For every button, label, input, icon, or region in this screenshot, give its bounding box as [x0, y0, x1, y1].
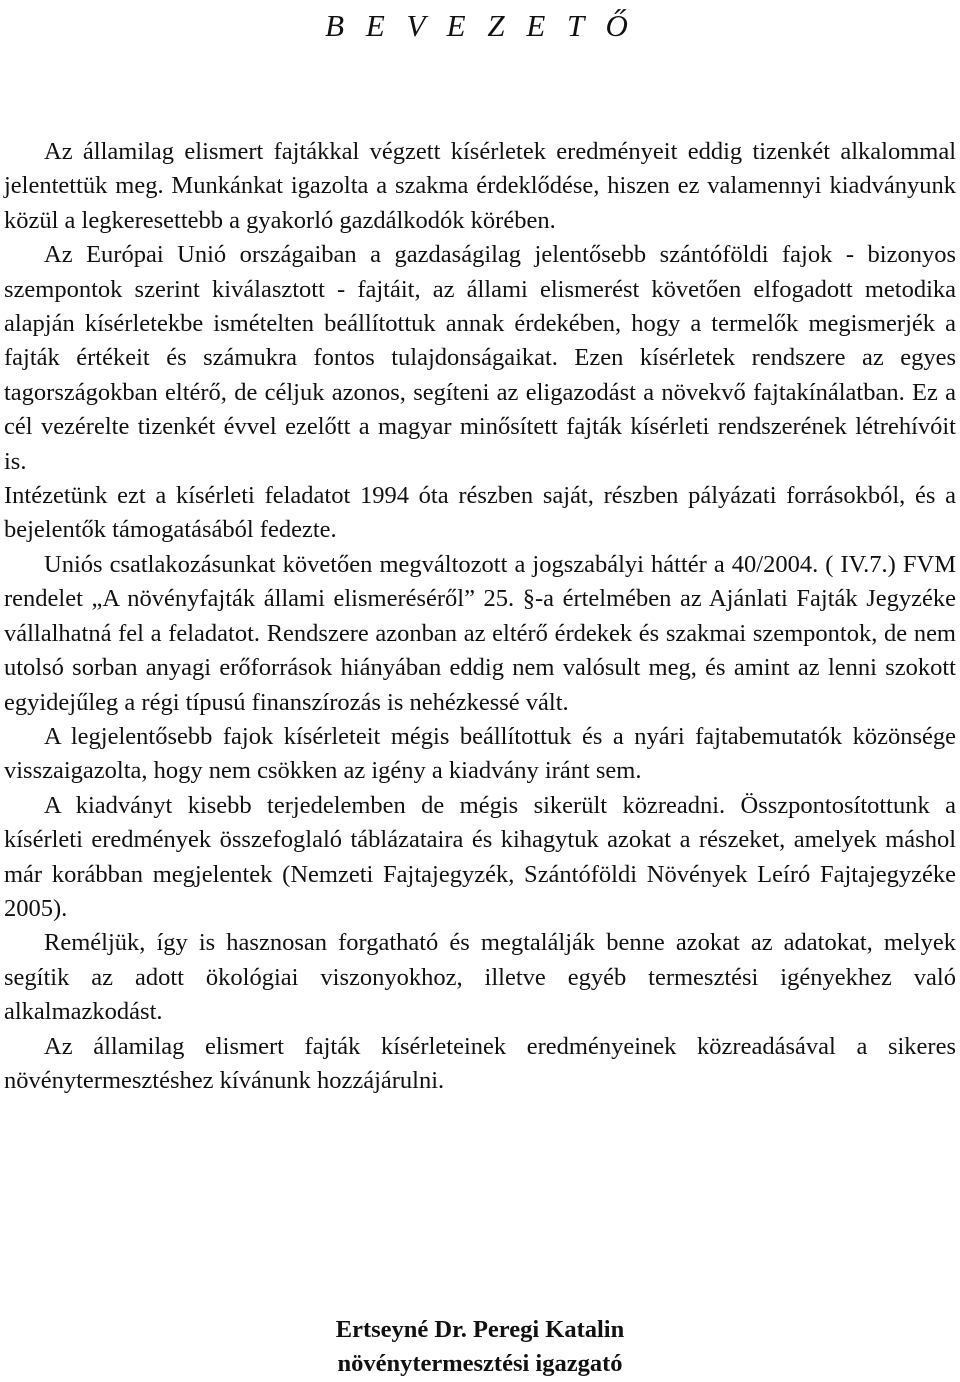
paragraph-1: Az államilag elismert fajtákkal végzett kísérletek eredményeit eddig tizenkét alkalommal jelentettük meg. Munkánkat igazolta a szakma érdeklődése, hiszen ez valamennyi kiadványunk közül a legkeresettebb a gyakorló gazdálkodók körében. — [4, 138, 956, 234]
paragraph-3: Intézetünk ezt a kísérleti feladatot 1994 óta részben saját, részben pályázati forrásokból, és a bejelentők támogatásából fedezte. — [4, 482, 956, 544]
document-page — [4, 0, 956, 1377]
signature-block — [4, 1313, 956, 1381]
paragraph-8: Az államilag elismert fajták kísérleteinek eredményeinek közreadásával a sikeres növénytermesztéshez kívánunk hozzájárulni. — [4, 1032, 956, 1094]
paragraph-2: Az Európai Unió országaiban a gazdaságilag jelentősebb szántóföldi fajok - bizonyos szempontok szerint kiválasztott - fajtáit, az állami elismerést követően elfogadott metodika alapján kísérletekbe ismételten beállítottuk annak érdekében, hogy a termelők megismerjék a fajták értékeit és számukra fontos tulajdonságaikat. Ezen kísérletek rendszere az egyes tagországokban eltérő, de céljuk azonos, segíteni az eligazodást a növekvő fajtakínálatban. Ez a cél vezérelte tizenkét évvel ezelőtt a magyar minősített fajták kísérleti rendszerének létrehívóit is. — [4, 241, 956, 475]
paragraph-6: A kiadványt kisebb terjedelemben de mégis sikerült közreadni. Összpontosítottunk a kísérleti eredmények összefoglaló táblázataira és kihagytuk azokat a részeket, amelyek máshol már korábban megjelentek (Nemzeti Fajtajegyzék, Szántóföldi Növények Leíró Fajtajegyzéke 2005). — [4, 791, 956, 922]
page-title: B E V E Z E T Ő — [325, 8, 635, 43]
paragraph-5: A legjelentősebb fajok kísérleteit mégis beállítottuk és a nyári fajtabemutatók közönsége visszaigazolta, hogy nem csökken az igény a kiadvány iránt sem. — [4, 722, 956, 785]
signature-position: növénytermesztési igazgató — [337, 1350, 623, 1377]
paragraph-4: Uniós csatlakozásunkat követően megváltozott a jogszabályi háttér a 40/2004. ( IV.7.) FVM rendelet „A növényfajták állami elismeréséről” 25. §-a értelmében az Ajánlati Fajták Jegyzéke vállalhatná fel a feladatot. Rendszere azonban az eltérő érdekek és szakmai szempontok, de nem utolsó sorban anyagi erőforrások hiányában eddig nem valósult meg, és amint az lenni szokott egyidejűleg a régi típusú finanszírozás is nehézkessé vált. — [4, 550, 956, 716]
document-body — [4, 135, 956, 1098]
signature-name: Ertseyné Dr. Peregi Katalin — [335, 1316, 625, 1343]
paragraph-7: Reméljük, így is hasznosan forgatható és megtalálják benne azokat az adatokat, melyek segítik az adott ökológiai viszonyokhoz, illetve egyéb termesztési igényekhez való alkalmazkodást. — [4, 929, 956, 1026]
